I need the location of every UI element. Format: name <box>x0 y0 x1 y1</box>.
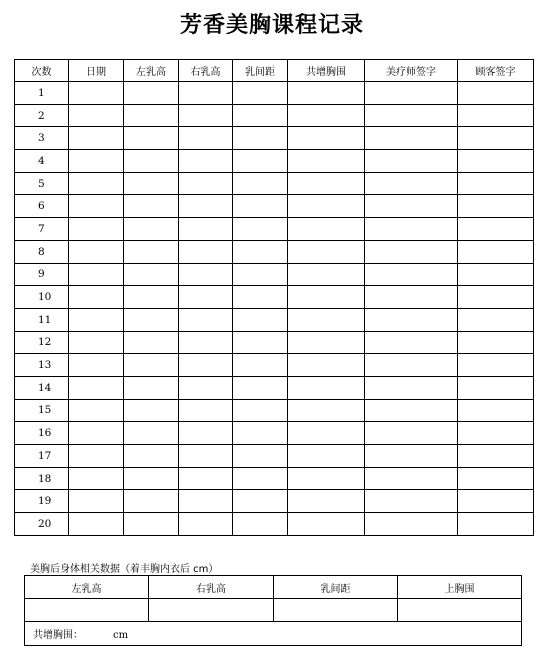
entry-cell[interactable] <box>458 240 534 263</box>
session-number-cell: 3 <box>15 127 69 150</box>
entry-cell[interactable] <box>365 467 458 490</box>
entry-cell[interactable] <box>124 263 179 286</box>
entry-cell[interactable] <box>288 513 365 536</box>
entry-cell[interactable] <box>233 513 288 536</box>
entry-cell[interactable] <box>233 172 288 195</box>
entry-cell[interactable] <box>69 354 124 377</box>
entry-cell[interactable] <box>124 422 179 445</box>
entry-cell[interactable] <box>365 218 458 241</box>
session-number-cell: 15 <box>15 399 69 422</box>
table-header-row <box>15 60 534 82</box>
entry-cell[interactable] <box>233 263 288 286</box>
entry-cell[interactable] <box>233 399 288 422</box>
entry-cell[interactable] <box>365 422 458 445</box>
entry-cell[interactable] <box>179 195 233 218</box>
session-number-cell: 6 <box>15 195 69 218</box>
entry-cell[interactable] <box>288 82 365 105</box>
entry-cell[interactable] <box>365 331 458 354</box>
total-increase-row <box>25 622 522 646</box>
entry-cell[interactable] <box>233 354 288 377</box>
entry-cell[interactable] <box>179 240 233 263</box>
entry-cell[interactable] <box>179 308 233 331</box>
table-row <box>15 240 534 263</box>
entry-cell[interactable] <box>124 240 179 263</box>
entry-cell[interactable] <box>69 376 124 399</box>
course-record-table <box>14 59 534 536</box>
entry-cell[interactable] <box>124 195 179 218</box>
entry-cell[interactable] <box>458 286 534 309</box>
session-number-cell: 5 <box>15 172 69 195</box>
entry-cell[interactable] <box>69 467 124 490</box>
left-height-value-cell[interactable] <box>25 599 149 622</box>
entry-cell[interactable] <box>288 399 365 422</box>
entry-cell[interactable] <box>233 127 288 150</box>
table-row <box>15 263 534 286</box>
entry-cell[interactable] <box>179 467 233 490</box>
session-number-cell: 10 <box>15 286 69 309</box>
entry-cell[interactable] <box>124 218 179 241</box>
measure-left-height-header: 左乳高 <box>25 576 149 599</box>
session-number-cell: 16 <box>15 422 69 445</box>
entry-cell[interactable] <box>365 82 458 105</box>
entry-cell[interactable] <box>365 127 458 150</box>
entry-cell[interactable] <box>365 263 458 286</box>
entry-cell[interactable] <box>233 376 288 399</box>
table-row <box>15 82 534 105</box>
session-number-cell: 14 <box>15 376 69 399</box>
entry-cell[interactable] <box>233 331 288 354</box>
entry-cell[interactable] <box>124 82 179 105</box>
entry-cell[interactable] <box>288 331 365 354</box>
right-height-value-cell[interactable] <box>149 599 274 622</box>
entry-cell[interactable] <box>179 513 233 536</box>
entry-cell[interactable] <box>179 263 233 286</box>
entry-cell[interactable] <box>288 445 365 468</box>
entry-cell[interactable] <box>288 195 365 218</box>
session-number-cell: 13 <box>15 354 69 377</box>
entry-cell[interactable] <box>69 490 124 513</box>
table-row <box>15 150 534 173</box>
entry-cell[interactable] <box>233 308 288 331</box>
entry-cell[interactable] <box>124 172 179 195</box>
entry-cell[interactable] <box>288 376 365 399</box>
entry-cell[interactable] <box>179 172 233 195</box>
entry-cell[interactable] <box>179 82 233 105</box>
total-increase-unit: cm <box>113 630 129 641</box>
entry-cell[interactable] <box>124 354 179 377</box>
entry-cell[interactable] <box>458 150 534 173</box>
entry-cell[interactable] <box>179 331 233 354</box>
entry-cell[interactable] <box>458 263 534 286</box>
table-row <box>15 218 534 241</box>
session-number-cell: 1 <box>15 82 69 105</box>
table-row <box>15 331 534 354</box>
header-date: 日期 <box>69 60 124 82</box>
entry-cell[interactable] <box>233 82 288 105</box>
entry-cell[interactable] <box>458 445 534 468</box>
table-row <box>15 422 534 445</box>
header-right-height: 右乳高 <box>179 60 233 82</box>
entry-cell[interactable] <box>365 354 458 377</box>
entry-cell[interactable] <box>124 286 179 309</box>
session-number-cell: 12 <box>15 331 69 354</box>
entry-cell[interactable] <box>458 467 534 490</box>
entry-cell[interactable] <box>288 172 365 195</box>
entry-cell[interactable] <box>69 104 124 127</box>
session-number-cell: 19 <box>15 490 69 513</box>
entry-cell[interactable] <box>179 286 233 309</box>
page-title: 芳香美胸课程记录 <box>179 12 364 38</box>
entry-cell[interactable] <box>69 263 124 286</box>
entry-cell[interactable] <box>69 422 124 445</box>
total-increase-label: 共增胸围： <box>33 630 83 641</box>
entry-cell[interactable] <box>365 376 458 399</box>
header-customer-signature: 顾客签字 <box>458 60 534 82</box>
measure-right-height-header: 右乳高 <box>149 576 274 599</box>
session-number-cell: 8 <box>15 240 69 263</box>
entry-cell[interactable] <box>124 445 179 468</box>
entry-cell[interactable] <box>365 104 458 127</box>
session-number-cell: 17 <box>15 445 69 468</box>
table-row <box>15 467 534 490</box>
entry-cell[interactable] <box>288 150 365 173</box>
header-total-increase: 共增胸围 <box>288 60 365 82</box>
session-number-cell: 7 <box>15 218 69 241</box>
entry-cell[interactable] <box>458 354 534 377</box>
entry-cell[interactable] <box>69 399 124 422</box>
table-row <box>15 104 534 127</box>
entry-cell[interactable] <box>179 422 233 445</box>
total-increase-cell[interactable] <box>25 622 522 646</box>
entry-cell[interactable] <box>124 490 179 513</box>
session-number-cell: 18 <box>15 467 69 490</box>
header-left-height: 左乳高 <box>124 60 179 82</box>
session-number-cell: 9 <box>15 263 69 286</box>
measure-upper-chest-header: 上胸围 <box>398 576 522 599</box>
entry-cell[interactable] <box>233 104 288 127</box>
table-row <box>15 286 534 309</box>
entry-cell[interactable] <box>458 218 534 241</box>
entry-cell[interactable] <box>288 467 365 490</box>
entry-cell[interactable] <box>233 445 288 468</box>
entry-cell[interactable] <box>458 172 534 195</box>
entry-cell[interactable] <box>288 218 365 241</box>
entry-cell[interactable] <box>179 399 233 422</box>
entry-cell[interactable] <box>179 218 233 241</box>
table-row <box>15 490 534 513</box>
entry-cell[interactable] <box>458 331 534 354</box>
entry-cell[interactable] <box>233 240 288 263</box>
entry-cell[interactable] <box>179 376 233 399</box>
entry-cell[interactable] <box>458 513 534 536</box>
entry-cell[interactable] <box>233 218 288 241</box>
entry-cell[interactable] <box>124 331 179 354</box>
entry-cell[interactable] <box>365 195 458 218</box>
entry-cell[interactable] <box>179 445 233 468</box>
session-number-cell: 2 <box>15 104 69 127</box>
measurements-value-row <box>25 599 522 622</box>
table-row <box>15 195 534 218</box>
entry-cell[interactable] <box>288 286 365 309</box>
entry-cell[interactable] <box>458 82 534 105</box>
entry-cell[interactable] <box>233 150 288 173</box>
table-row <box>15 308 534 331</box>
entry-cell[interactable] <box>233 422 288 445</box>
entry-cell[interactable] <box>458 195 534 218</box>
entry-cell[interactable] <box>288 490 365 513</box>
entry-cell[interactable] <box>69 127 124 150</box>
session-number-cell: 20 <box>15 513 69 536</box>
entry-cell[interactable] <box>124 308 179 331</box>
entry-cell[interactable] <box>458 422 534 445</box>
entry-cell[interactable] <box>69 218 124 241</box>
entry-cell[interactable] <box>458 490 534 513</box>
entry-cell[interactable] <box>233 490 288 513</box>
entry-cell[interactable] <box>124 150 179 173</box>
entry-cell[interactable] <box>179 127 233 150</box>
table-row <box>15 513 534 536</box>
measurements-header-row <box>25 576 522 599</box>
measurements-label: 美胸后身体相关数据（着丰胸内衣后 cm） <box>30 564 219 575</box>
entry-cell[interactable] <box>458 376 534 399</box>
entry-cell[interactable] <box>69 150 124 173</box>
header-count: 次数 <box>15 60 69 82</box>
entry-cell[interactable] <box>458 104 534 127</box>
entry-cell[interactable] <box>69 195 124 218</box>
spacing-value-cell[interactable] <box>274 599 398 622</box>
entry-cell[interactable] <box>288 104 365 127</box>
table-row <box>15 127 534 150</box>
entry-cell[interactable] <box>69 513 124 536</box>
entry-cell[interactable] <box>69 82 124 105</box>
entry-cell[interactable] <box>233 467 288 490</box>
entry-cell[interactable] <box>288 263 365 286</box>
entry-cell[interactable] <box>288 240 365 263</box>
entry-cell[interactable] <box>124 104 179 127</box>
entry-cell[interactable] <box>365 308 458 331</box>
entry-cell[interactable] <box>69 308 124 331</box>
table-row <box>15 172 534 195</box>
measure-spacing-header: 乳间距 <box>274 576 398 599</box>
entry-cell[interactable] <box>458 399 534 422</box>
entry-cell[interactable] <box>179 150 233 173</box>
entry-cell[interactable] <box>124 513 179 536</box>
entry-cell[interactable] <box>69 172 124 195</box>
entry-cell[interactable] <box>233 286 288 309</box>
entry-cell[interactable] <box>365 445 458 468</box>
entry-cell[interactable] <box>124 127 179 150</box>
entry-cell[interactable] <box>69 240 124 263</box>
table-row <box>15 445 534 468</box>
entry-cell[interactable] <box>179 490 233 513</box>
entry-cell[interactable] <box>288 354 365 377</box>
entry-cell[interactable] <box>288 127 365 150</box>
entry-cell[interactable] <box>288 422 365 445</box>
entry-cell[interactable] <box>365 150 458 173</box>
entry-cell[interactable] <box>69 286 124 309</box>
header-spacing: 乳间距 <box>233 60 288 82</box>
entry-cell[interactable] <box>124 376 179 399</box>
entry-cell[interactable] <box>365 286 458 309</box>
entry-cell[interactable] <box>233 195 288 218</box>
entry-cell[interactable] <box>124 399 179 422</box>
entry-cell[interactable] <box>124 467 179 490</box>
table-row <box>15 399 534 422</box>
entry-cell[interactable] <box>458 308 534 331</box>
entry-cell[interactable] <box>365 513 458 536</box>
table-row <box>15 376 534 399</box>
entry-cell[interactable] <box>288 308 365 331</box>
session-number-cell: 4 <box>15 150 69 173</box>
table-row <box>15 354 534 377</box>
session-number-cell: 11 <box>15 308 69 331</box>
measurements-table <box>24 575 522 646</box>
entry-cell[interactable] <box>365 399 458 422</box>
entry-cell[interactable] <box>69 331 124 354</box>
header-therapist-signature: 美疗师签字 <box>365 60 458 82</box>
entry-cell[interactable] <box>365 490 458 513</box>
entry-cell[interactable] <box>458 127 534 150</box>
entry-cell[interactable] <box>179 104 233 127</box>
entry-cell[interactable] <box>179 354 233 377</box>
entry-cell[interactable] <box>365 240 458 263</box>
upper-chest-value-cell[interactable] <box>398 599 522 622</box>
entry-cell[interactable] <box>365 172 458 195</box>
entry-cell[interactable] <box>69 445 124 468</box>
